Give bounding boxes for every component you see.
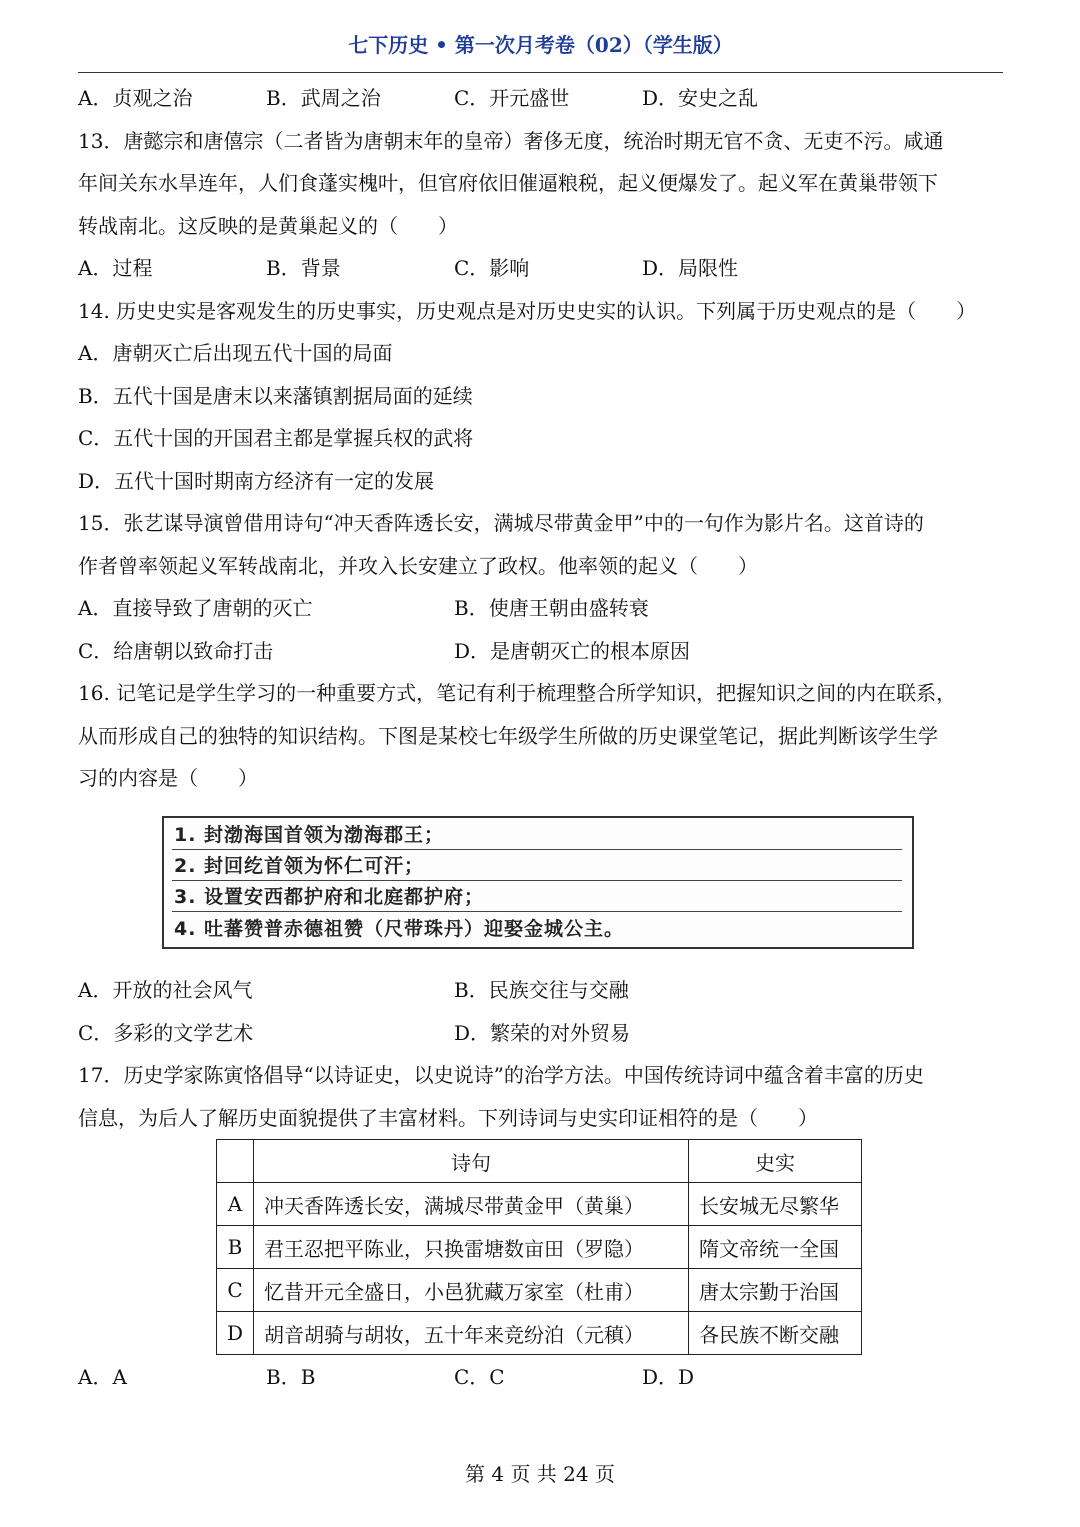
option-c: C．开元盛世 (454, 86, 570, 110)
table-cell: 君王忍把平陈业，只换雷塘数亩田（罗隐） (254, 1226, 689, 1269)
option-b: B．五代十国是唐末以来藩镇割据局面的延续 (78, 383, 473, 408)
table-cell: B (217, 1226, 254, 1269)
q15-options-row (78, 587, 1004, 630)
question-text-line: 15．张艺谋导演曾借用诗句“冲天香阵透长安，满城尽带黄金甲”中的一句作为影片名。这首诗的 (78, 511, 924, 535)
table-cell: 冲天香阵透长安，满城尽带黄金甲（黄巢） (254, 1183, 689, 1226)
page-footer: 第 4 页 共 24 页 (465, 1462, 615, 1486)
option-d: D．是唐朝灭亡的根本原因 (454, 638, 691, 663)
table-cell: 各民族不断交融 (689, 1312, 862, 1355)
option-a: A．直接导致了唐朝的灭亡 (78, 596, 313, 620)
question-text-line: 习的内容是（ ） (78, 766, 258, 790)
question-text-line: 13．唐懿宗和唐僖宗（二者皆为唐朝末年的皇帝）奢侈无度，统治时期无官不贪、无吏不污。咸通 (78, 128, 944, 153)
table-row (217, 1226, 862, 1269)
option-a: A．贞观之治 (78, 86, 193, 110)
note-divider (172, 911, 902, 912)
option-a: A．唐朝灭亡后出现五代十国的局面 (78, 341, 393, 365)
question-15 (78, 502, 1004, 672)
table-header-cell: 史实 (689, 1140, 862, 1183)
option-d: D．局限性 (642, 256, 739, 280)
option-a: A．开放的社会风气 (78, 978, 253, 1002)
note-divider (172, 849, 902, 850)
question-text-line: 14. 历史史实是客观发生的历史事实，历史观点是对历史史实的认识。下列属于历史观点的是（ ） (78, 298, 977, 323)
question-text-line: 信息，为后人了解历史面貌提供了丰富材料。下列诗词与史实印证相符的是（ ） (78, 1105, 818, 1130)
table-cell: 长安城无尽繁华 (689, 1183, 862, 1226)
option-d: D．安史之乱 (642, 86, 759, 110)
table-row (217, 1312, 862, 1355)
note-divider (172, 880, 902, 881)
question-text-line: 从而形成自己的独特的知识结构。下图是某校七年级学生所做的历史课堂笔记，据此判断该学生学 (78, 723, 938, 748)
option-b: B．背景 (266, 256, 341, 280)
question-content-lower (78, 969, 1004, 1139)
question-text-line: 转战南北。这反映的是黄巢起义的（ ） (78, 213, 458, 238)
option-c: C．给唐朝以致命打击 (78, 638, 274, 663)
option-a: A．A (78, 1365, 127, 1389)
table-header-cell (217, 1140, 254, 1183)
table-cell: C (217, 1269, 254, 1312)
option-c: C．多彩的文学艺术 (78, 1020, 254, 1045)
table-cell: 唐太宗勤于治国 (689, 1269, 862, 1312)
option-b: B．民族交往与交融 (454, 978, 629, 1002)
question-text-line: 年间关东水旱连年，人们食蓬实槐叶，但官府依旧催逼粮税，起义便爆发了。起义军在黄巢带领下 (78, 171, 938, 195)
q16-options-row (78, 969, 1004, 1012)
page-header (78, 30, 1003, 73)
class-notes-image (162, 816, 914, 949)
option-b: B．B (266, 1365, 316, 1389)
option-b: B．使唐王朝由盛转衰 (454, 596, 649, 620)
option-c: C．C (454, 1365, 505, 1389)
option-a: A．过程 (78, 256, 153, 280)
poem-fact-table (216, 1139, 862, 1355)
option-d: D．D (642, 1365, 695, 1389)
question-17 (78, 1054, 1004, 1139)
q17-options-block (78, 1356, 1004, 1399)
note-line: 4. 吐蕃赞普赤德祖赞（尺带珠丹）迎娶金城公主。 (174, 918, 625, 940)
question-text-line: 17．历史学家陈寅恪倡导“以诗证史，以史说诗”的治学方法。中国传统诗词中蕴含着丰富的历史 (78, 1063, 924, 1087)
q15-options-row (78, 630, 1004, 673)
table-cell: 忆昔开元全盛日，小邑犹藏万家室（杜甫） (254, 1269, 689, 1312)
q16-options-row (78, 1012, 1004, 1055)
table-header-cell: 诗句 (254, 1140, 689, 1183)
note-line: 2. 封回纥首领为怀仁可汗； (174, 855, 425, 877)
option-c: C．五代十国的开国君主都是掌握兵权的武将 (78, 426, 474, 450)
question-text-line: 作者曾率领起义军转战南北，并攻入长安建立了政权。他率领的起义（ ） (78, 553, 758, 578)
question-content (78, 77, 1004, 800)
option-b: B．武周之治 (266, 86, 381, 110)
note-line: 1. 封渤海国首领为渤海郡王； (174, 824, 445, 846)
table-row (217, 1269, 862, 1312)
table-cell: D (217, 1312, 254, 1355)
q17-options (78, 1356, 1004, 1399)
page-title: 七下历史 • 第一次月考卷（02）（学生版） (348, 33, 733, 57)
table-cell: 胡音胡骑与胡妆，五十年来竞纷泊（元稹） (254, 1312, 689, 1355)
table-row (217, 1183, 862, 1226)
table-header-row (217, 1140, 862, 1183)
table-cell: 隋文帝统一全国 (689, 1226, 862, 1269)
question-13 (78, 120, 1004, 290)
note-line: 3. 设置安西都护府和北庭都护府； (174, 886, 485, 908)
option-d: D．繁荣的对外贸易 (454, 1020, 631, 1045)
question-14 (78, 290, 1004, 503)
question-text-line: 16. 记笔记是学生学习的一种重要方式，笔记有利于梳理整合所学知识，把握知识之间的内在联系， (78, 681, 957, 705)
question-16 (78, 672, 1004, 800)
option-d: D．五代十国时期南方经济有一定的发展 (78, 468, 435, 493)
q12-options (78, 77, 1004, 120)
q13-options (78, 247, 1004, 290)
option-c: C．影响 (454, 256, 530, 280)
table-cell: A (217, 1183, 254, 1226)
